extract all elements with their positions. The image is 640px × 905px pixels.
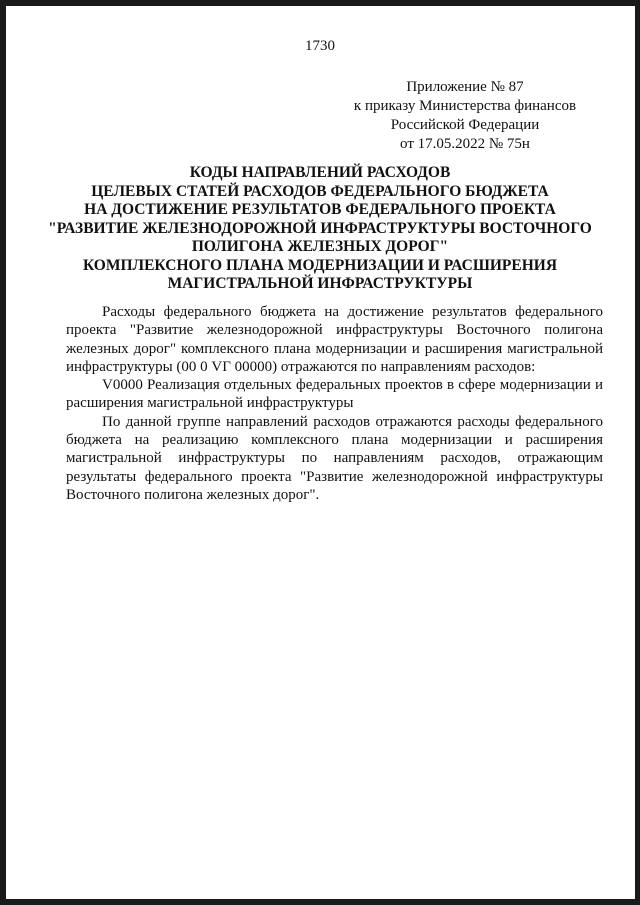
title-line: ЦЕЛЕВЫХ СТАТЕЙ РАСХОДОВ ФЕДЕРАЛЬНОГО БЮДЖЕТА bbox=[91, 182, 549, 200]
appendix-line: Российской Федерации bbox=[390, 117, 540, 133]
appendix-line: Приложение № 87 bbox=[406, 79, 524, 95]
appendix-line: от 17.05.2022 № 75н bbox=[400, 136, 530, 152]
appendix-line: к приказу Министерства финансов bbox=[353, 98, 577, 114]
title-line: ПОЛИГОНА ЖЕЛЕЗНЫХ ДОРОГ" bbox=[191, 238, 449, 255]
expense-code-entry: V0000 Реализация отдельных федеральных проектов в сфере модернизации и расширения магистральной инфраструктуры bbox=[66, 377, 603, 412]
document-title bbox=[40, 164, 600, 294]
title-line: НА ДОСТИЖЕНИЕ РЕЗУЛЬТАТОВ ФЕДЕРАЛЬНОГО ПРОЕКТА bbox=[84, 201, 556, 218]
title-line: "РАЗВИТИЕ ЖЕЛЕЗНОДОРОЖНОЙ ИНФРАСТРУКТУРЫ ВОСТОЧНОГО bbox=[48, 219, 592, 237]
title-line: МАГИСТРАЛЬНОЙ ИНФРАСТРУКТУРЫ bbox=[167, 275, 473, 292]
appendix-block bbox=[330, 78, 600, 154]
document-body bbox=[66, 303, 603, 504]
page-number: 1730 bbox=[305, 38, 335, 54]
title-line: КОМПЛЕКСНОГО ПЛАНА МОДЕРНИЗАЦИИ И РАСШИРЕНИЯ bbox=[82, 256, 558, 274]
description-paragraph: По данной группе направлений расходов отражаются расходы федерального бюджета на реализацию комплексного плана модернизации и расширения магистральной инфраструктуры по направлениям расходов, отражающим результаты федерального проекта "Развитие железнодорожной инфраструктуры Восточного полигона железных дорог". bbox=[66, 413, 603, 503]
title-line: КОДЫ НАПРАВЛЕНИЙ РАСХОДОВ bbox=[189, 164, 451, 181]
intro-paragraph: Расходы федерального бюджета на достижение результатов федерального проекта "Развитие железнодорожной инфраструктуры Восточного полигона железных дорог" комплексного плана модернизации и расширения магистральной инфраструктуры (00 0 VГ 00000) отражаются по направлениям расходов: bbox=[66, 304, 603, 375]
